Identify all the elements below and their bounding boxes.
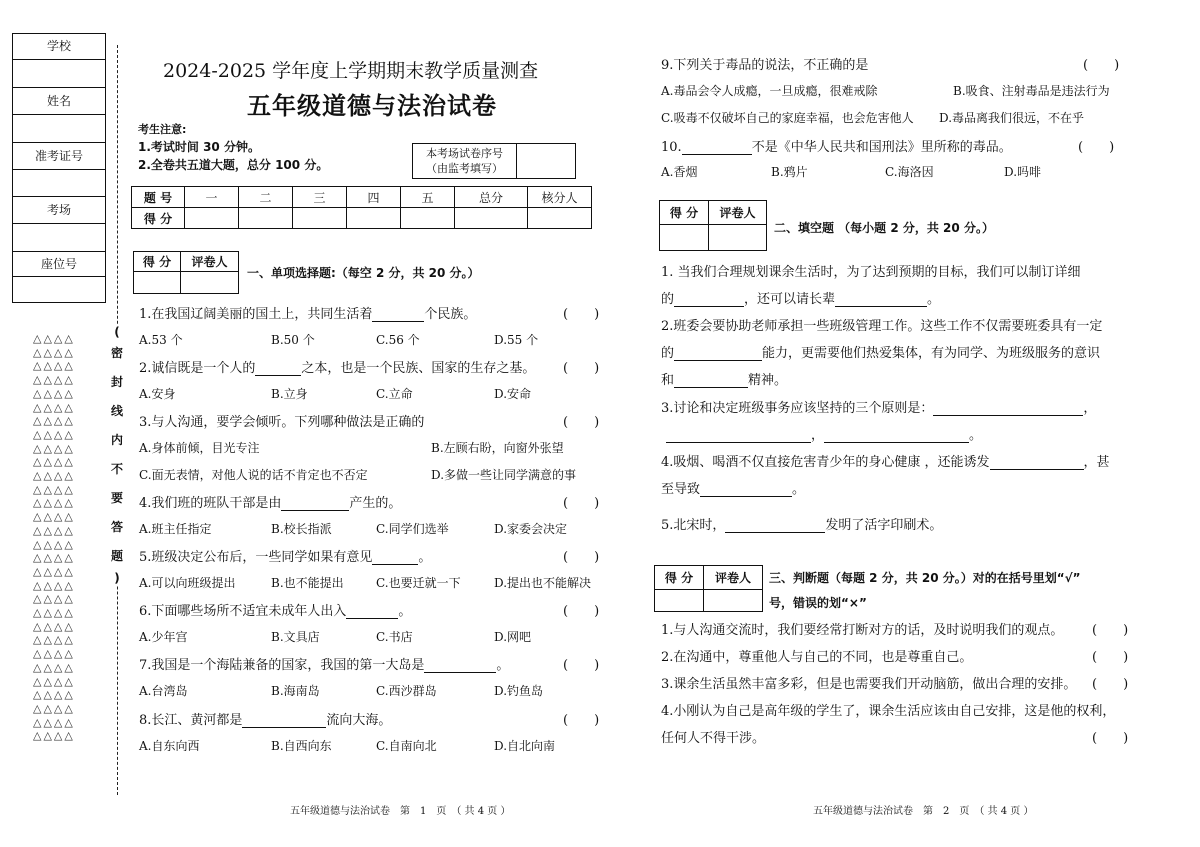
exam-title-year: 2024-2025 学年度上学期期末教学质量测查 <box>163 60 539 82</box>
score-cell[interactable] <box>347 208 401 229</box>
score-cell[interactable] <box>455 208 528 229</box>
section1-grader-box <box>133 251 239 294</box>
q5-option-d[interactable]: D.提出也不能解决 <box>494 576 592 590</box>
q4-option-d[interactable]: D.家委会决定 <box>494 522 568 536</box>
exam-room-field[interactable] <box>13 224 105 252</box>
sequence-label: 本考场试卷序号 <box>426 147 503 160</box>
q10-option-d[interactable]: D.吗啡 <box>1004 165 1042 179</box>
score-header-cell: 四 <box>347 187 401 208</box>
answer-blank[interactable] <box>424 659 496 673</box>
grader-score-cell[interactable] <box>660 225 709 251</box>
section2-heading: 二、填空题 （每小题 2 分，共 20 分。） <box>774 221 994 235</box>
q4-option-c[interactable]: C.同学们选举 <box>376 522 449 536</box>
answer-blank[interactable] <box>835 293 927 307</box>
grader-name-cell[interactable] <box>709 225 767 251</box>
score-header-cell: 一 <box>185 187 239 208</box>
answer-blank[interactable] <box>255 362 301 376</box>
score-summary-table <box>131 186 592 229</box>
q5-option-a[interactable]: A.可以向班级提出 <box>139 576 236 590</box>
score-header-cell: 题 号 <box>132 187 185 208</box>
student-info-panel <box>12 33 106 303</box>
answer-blank[interactable] <box>372 551 418 565</box>
q9-option-a[interactable]: A.毒品会令人成瘾，一旦成瘾，很难戒除 <box>661 84 878 98</box>
paper-sequence-box <box>412 143 576 179</box>
grader-score-label: 得 分 <box>660 201 709 225</box>
q3-option-b[interactable]: B.左顾右盼，向窗外张望 <box>431 441 564 455</box>
q3-option-c[interactable]: C.面无表情，对他人说的话不肯定也不否定 <box>139 468 368 482</box>
grader-score-cell[interactable] <box>134 272 181 294</box>
q2-option-c[interactable]: C.立命 <box>376 387 413 401</box>
seal-char: 不 <box>110 462 123 476</box>
answer-blank[interactable] <box>725 519 825 533</box>
seal-char: ( <box>114 325 120 339</box>
q7-option-d[interactable]: D.钓鱼岛 <box>494 684 544 698</box>
fill-q4-line1: 4.吸烟、喝酒不仅直接危害青少年的身心健康 ，还能诱发 ，甚 <box>661 455 1110 470</box>
school-field[interactable] <box>13 60 105 88</box>
answer-paren[interactable]: ( ) <box>563 550 600 565</box>
q6-option-d[interactable]: D.网吧 <box>494 630 532 644</box>
fill-q3-line1: 3.讨论和决定班级事务应该坚持的三个原则是： ， <box>661 401 1097 416</box>
fill-q2-line3: 和 精神。 <box>661 373 788 388</box>
answer-paren[interactable]: ( ) <box>563 604 600 619</box>
q1-option-b[interactable]: B.50 个 <box>271 333 315 347</box>
section3-heading-line1: 三、判断题（每题 2 分，共 20 分。）对的在括号里划“√” <box>769 571 1081 585</box>
q7-option-a[interactable]: A.台湾岛 <box>139 684 188 698</box>
answer-paren[interactable]: ( ) <box>1083 58 1120 73</box>
q2-option-a[interactable]: A.安身 <box>139 387 176 401</box>
grader-name-label: 评卷人 <box>709 201 767 225</box>
q9-option-b[interactable]: B.吸食、注射毒品是违法行为 <box>953 84 1110 98</box>
answer-paren[interactable]: ( ) <box>563 496 600 511</box>
answer-blank[interactable] <box>674 374 748 388</box>
answer-paren[interactable]: ( ) <box>563 658 600 673</box>
seal-char: 封 <box>110 375 123 389</box>
score-cell[interactable] <box>185 208 239 229</box>
answer-blank[interactable] <box>674 347 762 361</box>
school-label: 学校 <box>13 34 105 60</box>
fill-q1-line2: 的 ，还可以请长辈 。 <box>661 292 941 307</box>
section3-heading-line2: 号，错误的划“×” <box>769 596 867 610</box>
answer-paren[interactable]: ( ) <box>1092 731 1129 746</box>
fill-q2-line2: 的 能力，更需要他们热爱集体，有为同学、为班级服务的意识 <box>661 346 1101 361</box>
q8-option-d[interactable]: D.自北向南 <box>494 739 556 753</box>
answer-blank[interactable] <box>682 141 752 155</box>
answer-blank[interactable] <box>666 429 811 443</box>
q3-option-d[interactable]: D.多做一些让同学满意的事 <box>431 468 577 482</box>
q10-option-b[interactable]: B.鸦片 <box>771 165 808 179</box>
score-row-label: 得 分 <box>132 208 185 229</box>
q4-option-b[interactable]: B.校长指派 <box>271 522 332 536</box>
answer-paren[interactable]: ( ) <box>563 307 600 322</box>
notice-line-2: 2.全卷共五道大题，总分 100 分。 <box>138 158 329 172</box>
seat-label: 座位号 <box>13 252 105 277</box>
answer-paren[interactable]: ( ) <box>1092 677 1129 692</box>
answer-blank[interactable] <box>824 429 969 443</box>
q10-option-a[interactable]: A.香烟 <box>661 165 698 179</box>
answer-blank[interactable] <box>700 483 792 497</box>
answer-paren[interactable]: ( ) <box>1078 140 1115 155</box>
notice-heading: 考生注意: <box>138 123 187 136</box>
grader-name-cell[interactable] <box>704 590 763 612</box>
question-7: 7.我国是一个海陆兼备的国家，我国的第一大岛是 。 <box>139 658 510 673</box>
q4-option-a[interactable]: A.班主任指定 <box>139 522 212 536</box>
q5-option-c[interactable]: C.也要迁就一下 <box>376 576 461 590</box>
q2-option-b[interactable]: B.立身 <box>271 387 308 401</box>
q3-option-a[interactable]: A.身体前倾，目光专注 <box>139 441 260 455</box>
exam-room-label: 考场 <box>13 197 105 224</box>
seal-char: 内 <box>110 433 123 447</box>
score-header-cell: 五 <box>401 187 455 208</box>
question-8: 8.长江、黄河都是 流向大海。 <box>139 713 392 728</box>
fill-q1-line1: 1. 当我们合理规划课余生活时，为了达到预期的目标，我们可以制订详细 <box>661 265 1081 280</box>
page1-footer: 五年级道德与法治试卷 第 1 页 （ 共 4 页 ） <box>290 806 511 817</box>
grader-score-label: 得 分 <box>134 252 181 272</box>
q1-option-a[interactable]: A.53 个 <box>139 333 183 347</box>
q1-option-c[interactable]: C.56 个 <box>376 333 420 347</box>
q6-option-a[interactable]: A.少年宫 <box>139 630 188 644</box>
answer-blank[interactable] <box>242 714 326 728</box>
q2-option-d[interactable]: D.安命 <box>494 387 532 401</box>
sequence-note: （由监考填写） <box>426 162 503 175</box>
score-header-cell: 二 <box>239 187 293 208</box>
exam-id-field[interactable] <box>13 170 105 197</box>
question-4: 4.我们班的班队干部是由 产生的。 <box>139 496 402 511</box>
q9-option-c[interactable]: C.吸毒不仅破坏自己的家庭幸福，也会危害他人 <box>661 111 914 125</box>
question-5: 5.班级决定公布后，一些同学如果有意见 。 <box>139 550 432 565</box>
seal-char: 线 <box>110 404 123 418</box>
fill-q5: 5.北宋时， 发明了活字印刷术。 <box>661 518 943 533</box>
answer-blank[interactable] <box>674 293 744 307</box>
q6-option-c[interactable]: C.书店 <box>376 630 413 644</box>
section2-grader-box <box>659 200 767 251</box>
answer-blank[interactable] <box>346 605 398 619</box>
fill-q2-line1: 2.班委会要协助老师承担一些班级管理工作。这些工作不仅需要班委具有一定 <box>661 319 1103 334</box>
name-field[interactable] <box>13 115 105 143</box>
question-1: 1.在我国辽阔美丽的国土上，共同生活着 个民族。 <box>139 307 477 322</box>
answer-paren[interactable]: ( ) <box>563 415 600 430</box>
exam-title-subject: 五年级道德与法治试卷 <box>247 92 497 120</box>
section1-heading: 一、单项选择题:（每空 2 分，共 20 分。） <box>247 266 480 280</box>
seal-char: 答 <box>110 520 123 534</box>
judge-q4-line2: 任何人不得干涉。 <box>661 731 766 746</box>
question-2: 2.诚信既是一个人的 之本，也是一个民族、国家的生存之基。 <box>139 361 536 376</box>
answer-paren[interactable]: ( ) <box>1092 650 1129 665</box>
q8-option-a[interactable]: A.自东向西 <box>139 739 200 753</box>
score-cell[interactable] <box>528 208 592 229</box>
answer-blank[interactable] <box>281 497 349 511</box>
q9-option-d[interactable]: D.毒品离我们很远，不在乎 <box>939 111 1085 125</box>
grader-score-label: 得 分 <box>655 566 704 590</box>
question-6: 6.下面哪些场所不适宜未成年人出入 。 <box>139 604 412 619</box>
q7-option-c[interactable]: C.西沙群岛 <box>376 684 437 698</box>
answer-blank[interactable] <box>933 402 1083 416</box>
score-cell[interactable] <box>401 208 455 229</box>
q10-option-c[interactable]: C.海洛因 <box>885 165 934 179</box>
score-cell[interactable] <box>293 208 347 229</box>
seal-char: 题 <box>110 549 123 563</box>
page2-footer: 五年级道德与法治试卷 第 2 页 （ 共 4 页 ） <box>813 806 1034 817</box>
fill-q3-line2: ， 。 <box>666 424 982 443</box>
score-header-cell: 总分 <box>455 187 528 208</box>
grader-score-cell[interactable] <box>655 590 704 612</box>
question-10: 10. 不是《中华人民共和国刑法》里所称的毒品。 <box>661 140 1012 155</box>
section3-grader-box <box>654 565 763 612</box>
answer-blank[interactable] <box>372 308 424 322</box>
answer-paren[interactable]: ( ) <box>1092 623 1129 638</box>
grader-name-label: 评卷人 <box>704 566 763 590</box>
exam-id-label: 准考证号 <box>13 143 105 170</box>
notice-line-1: 1.考试时间 30 分钟。 <box>138 140 260 154</box>
q7-option-b[interactable]: B.海南岛 <box>271 684 320 698</box>
question-9: 9.下列关于毒品的说法，不正确的是 <box>661 58 869 73</box>
judge-q1: 1.与人沟通交流时，我们要经常打断对方的话，及时说明我们的观点。 <box>661 623 1064 638</box>
q5-option-b[interactable]: B.也不能提出 <box>271 576 344 590</box>
answer-paren[interactable]: ( ) <box>563 713 600 728</box>
score-cell[interactable] <box>239 208 293 229</box>
judge-q4-line1: 4.小刚认为自己是高年级的学生了，课余生活应该由自己安排，这是他的权利， <box>661 704 1116 719</box>
q6-option-b[interactable]: B.文具店 <box>271 630 320 644</box>
answer-paren[interactable]: ( ) <box>563 361 600 376</box>
q8-option-c[interactable]: C.自南向北 <box>376 739 437 753</box>
seat-field[interactable] <box>13 277 105 302</box>
seal-char: ) <box>114 571 120 585</box>
sequence-field[interactable] <box>518 144 575 178</box>
score-header-cell: 三 <box>293 187 347 208</box>
name-label: 姓名 <box>13 88 105 115</box>
q1-option-d[interactable]: D.55 个 <box>494 333 539 347</box>
fill-q4-line2: 至导致 。 <box>661 482 806 497</box>
judge-q3: 3.课余生活虽然丰富多彩，但是也需要我们开动脑筋，做出合理的安排。 <box>661 677 1077 692</box>
seal-text <box>106 325 128 585</box>
q8-option-b[interactable]: B.自西向东 <box>271 739 332 753</box>
triangle-border-decoration: △△△△ △△△△ △△△△ △△△△ △△△△ △△△△ △△△△ △△△△ △△△△ △△△△ △△△△ △△△△ △△△△ △△△△ △△△△ △△△△ △△△△ △△△△ △△△△ △△△△ △△△△ △△△△ △△△△ △△△△ △△△△ △△△△ △△△△ △△△△ △△△△ △△△△ <box>33 332 75 743</box>
seal-char: 密 <box>110 346 123 360</box>
grader-name-cell[interactable] <box>181 272 239 294</box>
score-header-cell: 核分人 <box>528 187 592 208</box>
answer-blank[interactable] <box>990 456 1084 470</box>
question-3: 3.与人沟通，要学会倾听。下列哪种做法是正确的 <box>139 415 425 430</box>
grader-name-label: 评卷人 <box>181 252 239 272</box>
seal-char: 要 <box>110 491 123 505</box>
judge-q2: 2.在沟通中，尊重他人与自己的不同，也是尊重自己。 <box>661 650 973 665</box>
